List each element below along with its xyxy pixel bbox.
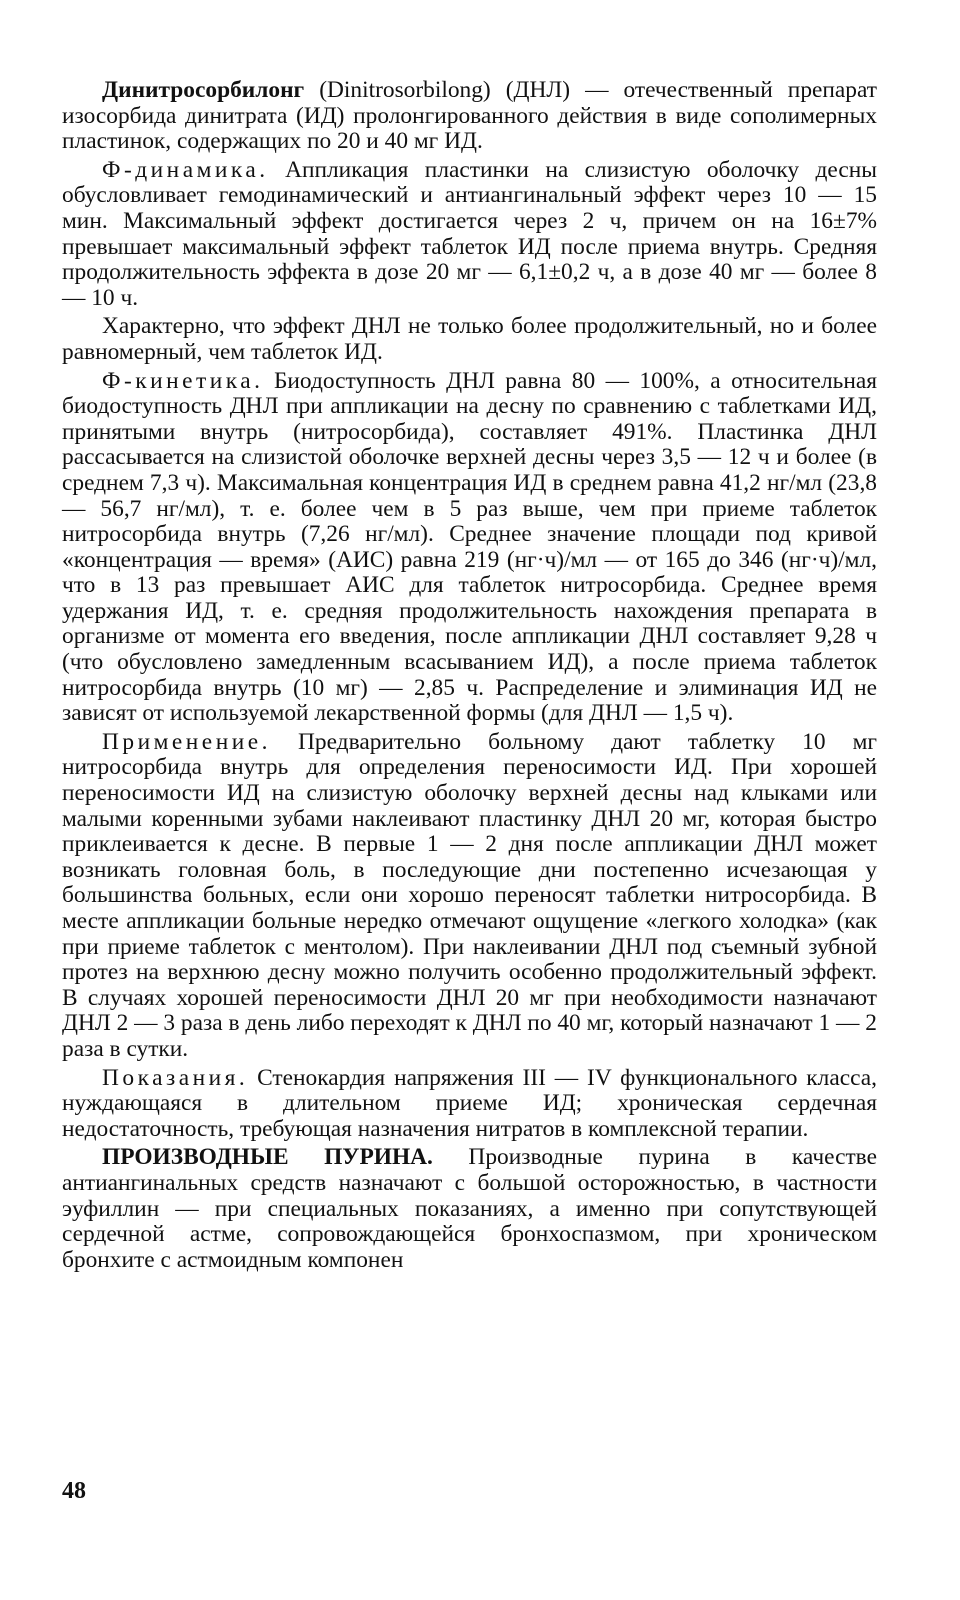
section-lead-indications: Показания. (102, 1064, 249, 1091)
paragraph-text: Стенокардия напряжения III — IV функционального класса, нуждающаяся в длительном приеме ИД; хроническая сердечная недостаточность, требующая назначения нитратов в комплексной терапии. (62, 1064, 877, 1142)
page-number: 48 (62, 1478, 86, 1504)
paragraph-text: Характерно, что эффект ДНЛ не только более продолжительный, но и более равномерный, чем таблеток ИД. (62, 313, 877, 365)
paragraph-dinitrosorbilong-intro (62, 78, 877, 155)
section-lead-pharmacodynamics: Ф-динамика. (102, 156, 269, 183)
section-lead-pharmacokinetics: Ф-кинетика. (102, 367, 264, 394)
paragraph-text: Биодоступность ДНЛ равна 80 — 100%, а относительная биодоступность ДНЛ при аппликации на десну по сравнению с таблетками ИД, принятыми внутрь (нитросорбида), составляет 491%. Пластинка ДНЛ рассасывается на слизистой оболочке верхней десны через 3,5 — 12 ч и более (в среднем 7,3 ч). Максимальная концентрация ИД в среднем равна 41,2 нг/мл (23,8 — 56,7 нг/мл), т. е. более чем в 5 раз выше, чем при приеме таблеток нитросорбида внутрь (7,26 нг/мл). Среднее значение площади под кривой «концентрация — время» (АИС) равна 219 (нг·ч)/мл — от 165 до 346 (нг·ч)/мл, что в 13 раз превышает АИС для таблеток нитросорбида. Среднее время удержания ИД, т. е. средняя продолжительность нахождения препарата в организме от момента его введения, после аппликации ДНЛ составляет 9,28 ч (что обусловлено замедленным всасыванием ИД), а после приема таблеток нитросорбида внутрь (10 мг) — 2,85 ч. Распределение и элиминация ИД не зависят от используемой лекарственной формы (для ДНЛ — 1,5 ч). (62, 367, 877, 727)
section-lead-application: Применение. (102, 728, 271, 755)
paragraph-pharmacodynamics (62, 158, 877, 312)
paragraph-text: Производные пурина в качестве антиангинальных средств назначают с большой осторожностью, в частности эуфиллин — при специальных показаниях, а именно при сопутствующей сердечной астме, сопровождающейся бронхоспазмом, при хроническом бронхите с астмоидным компонен (62, 1144, 877, 1273)
paragraph-application (62, 730, 877, 1063)
paragraph-effect-note (62, 314, 877, 365)
paragraph-text: (Dinitrosorbilong) (ДНЛ) — отечественный препарат изосорбида динитрата (ИД) пролонгированного действия в виде сополимерных пластинок, содержащих по 20 и 40 мг ИД. (62, 77, 877, 155)
paragraph-pharmacokinetics (62, 369, 877, 727)
paragraph-text: Предварительно больному дают таблетку 10 мг нитросорбида внутрь для определения переносимости ИД. При хорошей переносимости ИД на слизистую оболочку верхней десны над клыками или малыми коренными зубами наклеивают пластинку ДНЛ 20 мг, которая быстро приклеивается к десне. В первые 1 — 2 дня после аппликации ДНЛ может возникать головная боль, в последующие дни постепенно исчезающая у большинства больных, если они хорошо переносят таблетки нитросорбида. В месте аппликации больные нередко отмечают ощущение «легкого холодка» (как при приеме таблеток с ментолом). При наклеивании ДНЛ под съемный зубной протез на верхнюю десну можно получить особенно продолжительный эффект. В случаях хорошей переносимости ДНЛ 20 мг при необходимости назначают ДНЛ 2 — 3 раза в день либо переходят к ДНЛ по 40 мг, который назначают 1 — 2 раза в сутки. (62, 728, 877, 1062)
section-heading-purine: ПРОИЗВОДНЫЕ ПУРИНА. (102, 1144, 433, 1171)
paragraph-purine-derivatives (62, 1145, 877, 1273)
paragraph-indications (62, 1066, 877, 1143)
drug-name-heading: Динитросорбилонг (102, 77, 305, 103)
paragraph-text: Аппликация пластинки на слизистую оболочку десны обусловливает гемодинамический и антиангинальный эффект через 10 — 15 мин. Максимальный эффект достигается через 2 ч, причем он на 16±7% превышает максимальный эффект таблеток ИД после приема внутрь. Средняя продолжительность эффекта в дозе 20 мг — 6,1±0,2 ч, а в дозе 40 мг — более 8 — 10 ч. (62, 156, 877, 311)
